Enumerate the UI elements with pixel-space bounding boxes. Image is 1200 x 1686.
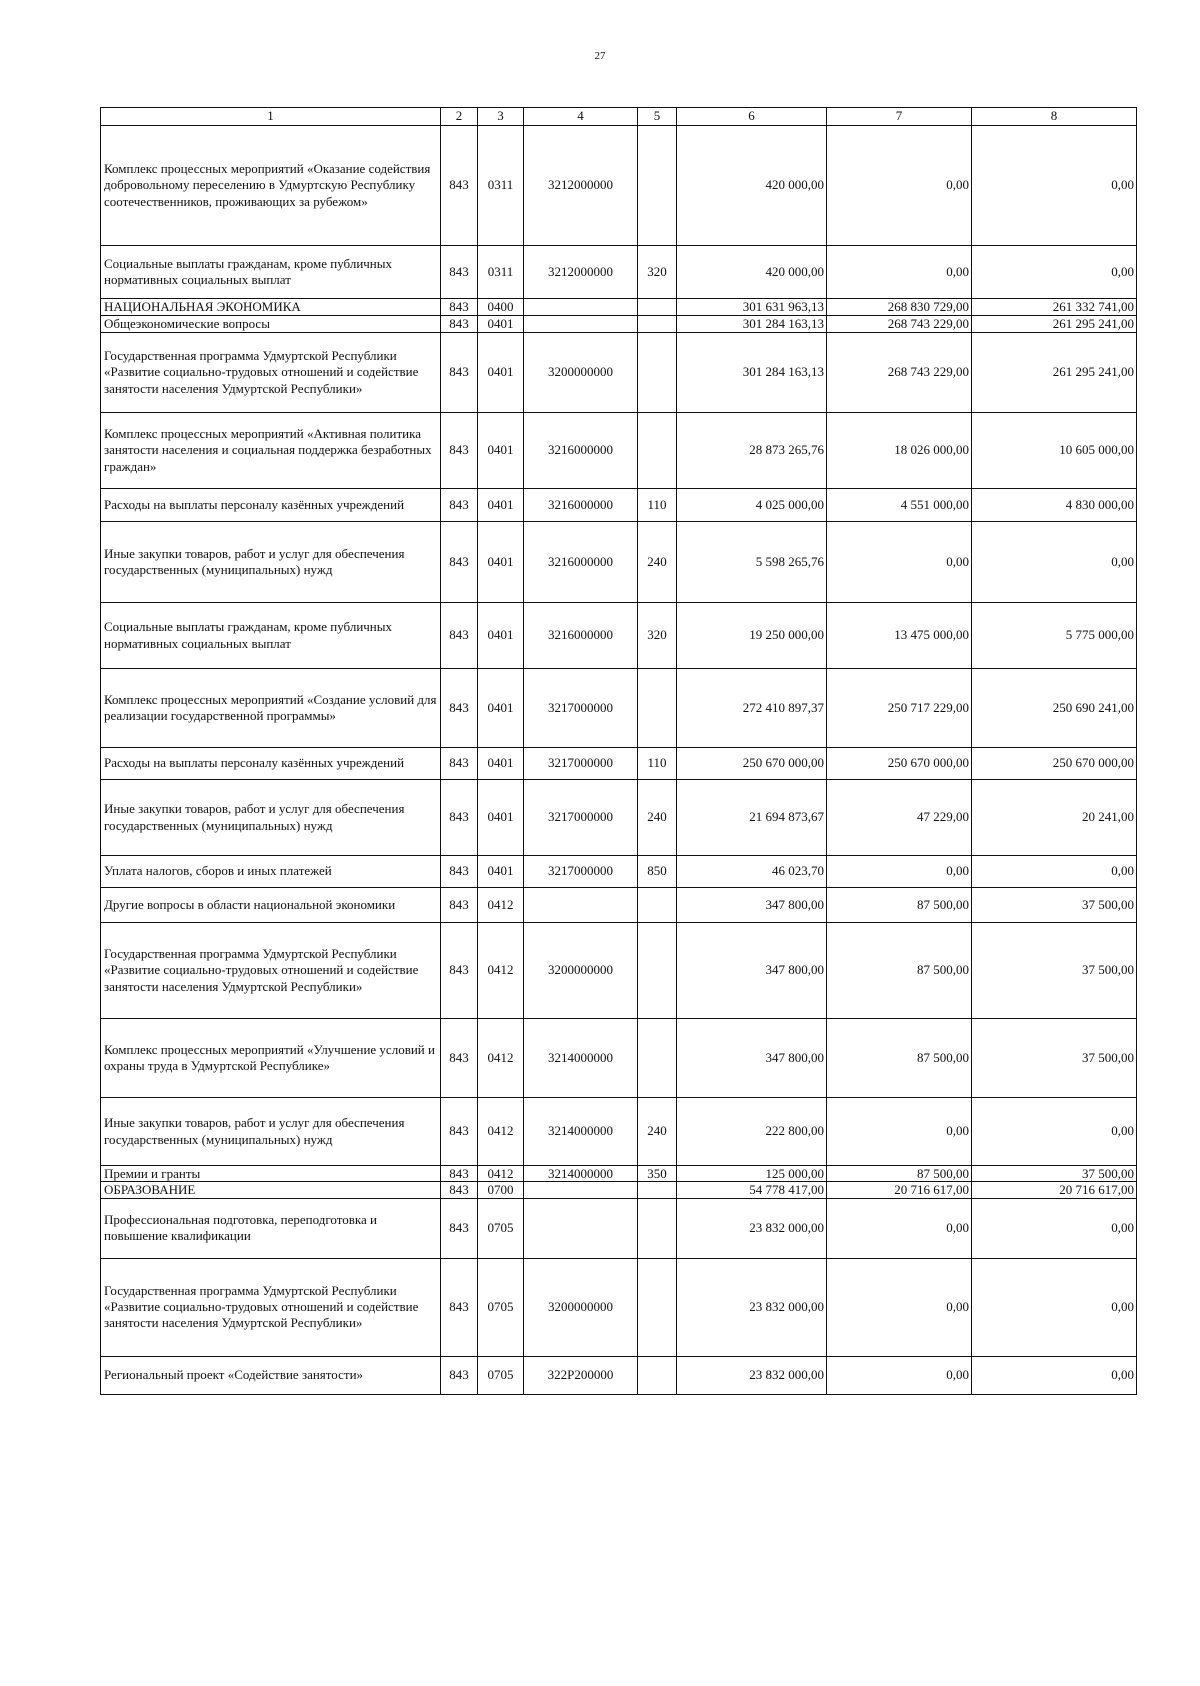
cell-section: 0412 [478, 1019, 524, 1098]
cell-target-article: 3217000000 [524, 856, 638, 888]
cell-amount-2: 4 551 000,00 [827, 489, 972, 522]
cell-amount-3: 20 716 617,00 [972, 1182, 1137, 1198]
cell-amount-3: 20 241,00 [972, 780, 1137, 856]
table-row [101, 748, 1137, 780]
cell-section: 0705 [478, 1258, 524, 1356]
cell-expense-type: 110 [638, 748, 677, 780]
cell-target-article: 322Р200000 [524, 1356, 638, 1394]
cell-target-article [524, 888, 638, 923]
cell-section: 0700 [478, 1182, 524, 1198]
table-row [101, 333, 1137, 413]
cell-amount-1: 250 670 000,00 [677, 748, 827, 780]
cell-amount-2: 0,00 [827, 1098, 972, 1166]
cell-amount-3: 37 500,00 [972, 923, 1137, 1019]
cell-target-article [524, 299, 638, 316]
table-row [101, 522, 1137, 603]
cell-ved: 843 [441, 888, 478, 923]
cell-amount-2: 268 830 729,00 [827, 299, 972, 316]
cell-amount-1: 23 832 000,00 [677, 1258, 827, 1356]
cell-target-article: 3200000000 [524, 1258, 638, 1356]
cell-section: 0705 [478, 1356, 524, 1394]
table-row [101, 780, 1137, 856]
cell-name: Социальные выплаты гражданам, кроме публичных нормативных социальных выплат [101, 246, 441, 299]
cell-expense-type [638, 413, 677, 489]
cell-name: Другие вопросы в области национальной экономики [101, 888, 441, 923]
table-row [101, 1182, 1137, 1198]
cell-amount-2: 268 743 229,00 [827, 333, 972, 413]
table-row [101, 888, 1137, 923]
cell-target-article: 3200000000 [524, 333, 638, 413]
cell-amount-2: 268 743 229,00 [827, 316, 972, 333]
cell-ved: 843 [441, 413, 478, 489]
cell-amount-3: 261 295 241,00 [972, 316, 1137, 333]
cell-expense-type [638, 1019, 677, 1098]
table-row [101, 923, 1137, 1019]
cell-amount-3: 10 605 000,00 [972, 413, 1137, 489]
cell-amount-3: 250 690 241,00 [972, 669, 1137, 748]
cell-amount-2: 0,00 [827, 856, 972, 888]
column-number: 8 [972, 108, 1137, 126]
cell-name: Государственная программа Удмуртской Республики «Развитие социально-трудовых отношений и содействие занятости населения Удмуртской Республики» [101, 923, 441, 1019]
cell-target-article: 3216000000 [524, 603, 638, 669]
cell-name: Иные закупки товаров, работ и услуг для обеспечения государственных (муниципальных) нужд [101, 1098, 441, 1166]
cell-amount-3: 261 332 741,00 [972, 299, 1137, 316]
cell-amount-2: 0,00 [827, 246, 972, 299]
column-number: 6 [677, 108, 827, 126]
cell-expense-type: 350 [638, 1166, 677, 1182]
table-row [101, 413, 1137, 489]
cell-name: Комплекс процессных мероприятий «Оказание содействия добровольному переселению в Удмуртскую Республику соотечественников, проживающих за рубежом» [101, 126, 441, 246]
table-row [101, 299, 1137, 316]
cell-ved: 843 [441, 299, 478, 316]
cell-target-article: 3200000000 [524, 923, 638, 1019]
page-number: 27 [594, 50, 606, 62]
cell-expense-type [638, 316, 677, 333]
cell-ved: 843 [441, 522, 478, 603]
cell-amount-2: 87 500,00 [827, 1019, 972, 1098]
column-number: 4 [524, 108, 638, 126]
cell-section: 0401 [478, 333, 524, 413]
cell-expense-type [638, 299, 677, 316]
cell-amount-3: 0,00 [972, 856, 1137, 888]
cell-target-article: 3214000000 [524, 1166, 638, 1182]
cell-expense-type [638, 669, 677, 748]
cell-name: Социальные выплаты гражданам, кроме публичных нормативных социальных выплат [101, 603, 441, 669]
cell-expense-type [638, 1356, 677, 1394]
cell-amount-1: 222 800,00 [677, 1098, 827, 1166]
cell-amount-3: 250 670 000,00 [972, 748, 1137, 780]
cell-target-article [524, 316, 638, 333]
cell-expense-type [638, 923, 677, 1019]
column-number: 1 [101, 108, 441, 126]
cell-name: Расходы на выплаты персоналу казённых учреждений [101, 748, 441, 780]
cell-amount-1: 23 832 000,00 [677, 1198, 827, 1258]
cell-amount-2: 18 026 000,00 [827, 413, 972, 489]
cell-name: Государственная программа Удмуртской Республики «Развитие социально-трудовых отношений и содействие занятости населения Удмуртской Республики» [101, 1258, 441, 1356]
cell-section: 0401 [478, 748, 524, 780]
cell-amount-2: 87 500,00 [827, 1166, 972, 1182]
cell-target-article [524, 1182, 638, 1198]
cell-amount-1: 46 023,70 [677, 856, 827, 888]
cell-expense-type: 320 [638, 603, 677, 669]
cell-amount-2: 0,00 [827, 126, 972, 246]
cell-amount-2: 87 500,00 [827, 888, 972, 923]
cell-amount-2: 87 500,00 [827, 923, 972, 1019]
cell-ved: 843 [441, 1198, 478, 1258]
cell-amount-3: 0,00 [972, 246, 1137, 299]
table-row [101, 489, 1137, 522]
column-number: 2 [441, 108, 478, 126]
cell-section: 0401 [478, 316, 524, 333]
cell-amount-1: 347 800,00 [677, 1019, 827, 1098]
cell-expense-type: 320 [638, 246, 677, 299]
cell-amount-1: 23 832 000,00 [677, 1356, 827, 1394]
budget-table [100, 107, 1137, 1395]
cell-amount-2: 0,00 [827, 522, 972, 603]
cell-amount-3: 5 775 000,00 [972, 603, 1137, 669]
cell-name: Комплекс процессных мероприятий «Активная политика занятости населения и социальная поддержка безработных граждан» [101, 413, 441, 489]
table-row [101, 316, 1137, 333]
cell-amount-1: 19 250 000,00 [677, 603, 827, 669]
cell-target-article: 3214000000 [524, 1019, 638, 1098]
cell-section: 0401 [478, 603, 524, 669]
cell-section: 0412 [478, 1166, 524, 1182]
cell-amount-3: 37 500,00 [972, 1019, 1137, 1098]
cell-expense-type: 850 [638, 856, 677, 888]
cell-expense-type [638, 1258, 677, 1356]
cell-expense-type [638, 1182, 677, 1198]
cell-ved: 843 [441, 1182, 478, 1198]
cell-amount-3: 4 830 000,00 [972, 489, 1137, 522]
cell-name: Региональный проект «Содействие занятости» [101, 1356, 441, 1394]
cell-amount-1: 54 778 417,00 [677, 1182, 827, 1198]
cell-amount-1: 301 284 163,13 [677, 316, 827, 333]
table-row [101, 1166, 1137, 1182]
cell-name: Иные закупки товаров, работ и услуг для обеспечения государственных (муниципальных) нужд [101, 780, 441, 856]
cell-amount-3: 37 500,00 [972, 1166, 1137, 1182]
cell-section: 0401 [478, 489, 524, 522]
cell-amount-3: 0,00 [972, 522, 1137, 603]
cell-section: 0401 [478, 669, 524, 748]
cell-section: 0412 [478, 923, 524, 1019]
cell-section: 0705 [478, 1198, 524, 1258]
cell-expense-type: 110 [638, 489, 677, 522]
cell-ved: 843 [441, 669, 478, 748]
cell-ved: 843 [441, 126, 478, 246]
cell-name: Иные закупки товаров, работ и услуг для обеспечения государственных (муниципальных) нужд [101, 522, 441, 603]
cell-ved: 843 [441, 1019, 478, 1098]
cell-target-article: 3212000000 [524, 126, 638, 246]
cell-ved: 843 [441, 856, 478, 888]
cell-name: ОБРАЗОВАНИЕ [101, 1182, 441, 1198]
cell-section: 0401 [478, 522, 524, 603]
cell-amount-1: 272 410 897,37 [677, 669, 827, 748]
cell-expense-type: 240 [638, 522, 677, 603]
cell-ved: 843 [441, 923, 478, 1019]
cell-target-article: 3217000000 [524, 748, 638, 780]
cell-name: Комплекс процессных мероприятий «Улучшение условий и охраны труда в Удмуртской Республике» [101, 1019, 441, 1098]
table-row [101, 1198, 1137, 1258]
column-number: 5 [638, 108, 677, 126]
column-number: 3 [478, 108, 524, 126]
cell-name: Государственная программа Удмуртской Республики «Развитие социально-трудовых отношений и содействие занятости населения Удмуртской Республики» [101, 333, 441, 413]
cell-amount-1: 420 000,00 [677, 126, 827, 246]
cell-amount-1: 125 000,00 [677, 1166, 827, 1182]
cell-target-article: 3216000000 [524, 522, 638, 603]
cell-amount-3: 0,00 [972, 1258, 1137, 1356]
cell-ved: 843 [441, 246, 478, 299]
cell-amount-3: 37 500,00 [972, 888, 1137, 923]
cell-section: 0412 [478, 1098, 524, 1166]
cell-amount-1: 4 025 000,00 [677, 489, 827, 522]
cell-amount-1: 21 694 873,67 [677, 780, 827, 856]
cell-amount-2: 0,00 [827, 1356, 972, 1394]
cell-target-article: 3214000000 [524, 1098, 638, 1166]
cell-ved: 843 [441, 1356, 478, 1394]
cell-amount-3: 0,00 [972, 126, 1137, 246]
cell-target-article [524, 1198, 638, 1258]
table-row [101, 856, 1137, 888]
table-row [101, 1098, 1137, 1166]
cell-section: 0401 [478, 780, 524, 856]
cell-amount-2: 20 716 617,00 [827, 1182, 972, 1198]
cell-name: Уплата налогов, сборов и иных платежей [101, 856, 441, 888]
cell-section: 0401 [478, 856, 524, 888]
cell-amount-1: 347 800,00 [677, 888, 827, 923]
cell-ved: 843 [441, 1258, 478, 1356]
cell-amount-3: 261 295 241,00 [972, 333, 1137, 413]
cell-amount-1: 301 284 163,13 [677, 333, 827, 413]
cell-ved: 843 [441, 1098, 478, 1166]
cell-amount-2: 250 670 000,00 [827, 748, 972, 780]
cell-target-article: 3217000000 [524, 780, 638, 856]
cell-amount-2: 0,00 [827, 1198, 972, 1258]
cell-expense-type: 240 [638, 1098, 677, 1166]
cell-target-article: 3216000000 [524, 413, 638, 489]
cell-name: Премии и гранты [101, 1166, 441, 1182]
cell-expense-type: 240 [638, 780, 677, 856]
cell-amount-2: 13 475 000,00 [827, 603, 972, 669]
cell-expense-type [638, 888, 677, 923]
cell-section: 0311 [478, 246, 524, 299]
cell-ved: 843 [441, 333, 478, 413]
cell-ved: 843 [441, 748, 478, 780]
table-row [101, 603, 1137, 669]
cell-section: 0412 [478, 888, 524, 923]
cell-target-article: 3216000000 [524, 489, 638, 522]
cell-ved: 843 [441, 603, 478, 669]
column-number: 7 [827, 108, 972, 126]
table-row [101, 669, 1137, 748]
cell-section: 0311 [478, 126, 524, 246]
cell-amount-3: 0,00 [972, 1198, 1137, 1258]
table-row [101, 126, 1137, 246]
cell-section: 0401 [478, 413, 524, 489]
cell-amount-3: 0,00 [972, 1356, 1137, 1394]
table-row [101, 246, 1137, 299]
cell-name: Общеэкономические вопросы [101, 316, 441, 333]
cell-ved: 843 [441, 1166, 478, 1182]
column-number-row [101, 108, 1137, 126]
table-row [101, 1019, 1137, 1098]
cell-amount-2: 47 229,00 [827, 780, 972, 856]
cell-expense-type [638, 126, 677, 246]
cell-name: Комплекс процессных мероприятий «Создание условий для реализации государственной программы» [101, 669, 441, 748]
cell-amount-1: 5 598 265,76 [677, 522, 827, 603]
cell-ved: 843 [441, 316, 478, 333]
cell-expense-type [638, 333, 677, 413]
cell-target-article: 3217000000 [524, 669, 638, 748]
cell-section: 0400 [478, 299, 524, 316]
cell-name: НАЦИОНАЛЬНАЯ ЭКОНОМИКА [101, 299, 441, 316]
cell-amount-1: 301 631 963,13 [677, 299, 827, 316]
cell-amount-2: 0,00 [827, 1258, 972, 1356]
cell-amount-3: 0,00 [972, 1098, 1137, 1166]
cell-name: Расходы на выплаты персоналу казённых учреждений [101, 489, 441, 522]
cell-ved: 843 [441, 780, 478, 856]
cell-amount-1: 347 800,00 [677, 923, 827, 1019]
cell-ved: 843 [441, 489, 478, 522]
table-row [101, 1258, 1137, 1356]
cell-amount-2: 250 717 229,00 [827, 669, 972, 748]
cell-expense-type [638, 1198, 677, 1258]
cell-amount-1: 420 000,00 [677, 246, 827, 299]
cell-target-article: 3212000000 [524, 246, 638, 299]
table-row [101, 1356, 1137, 1394]
cell-amount-1: 28 873 265,76 [677, 413, 827, 489]
cell-name: Профессиональная подготовка, переподготовка и повышение квалификации [101, 1198, 441, 1258]
